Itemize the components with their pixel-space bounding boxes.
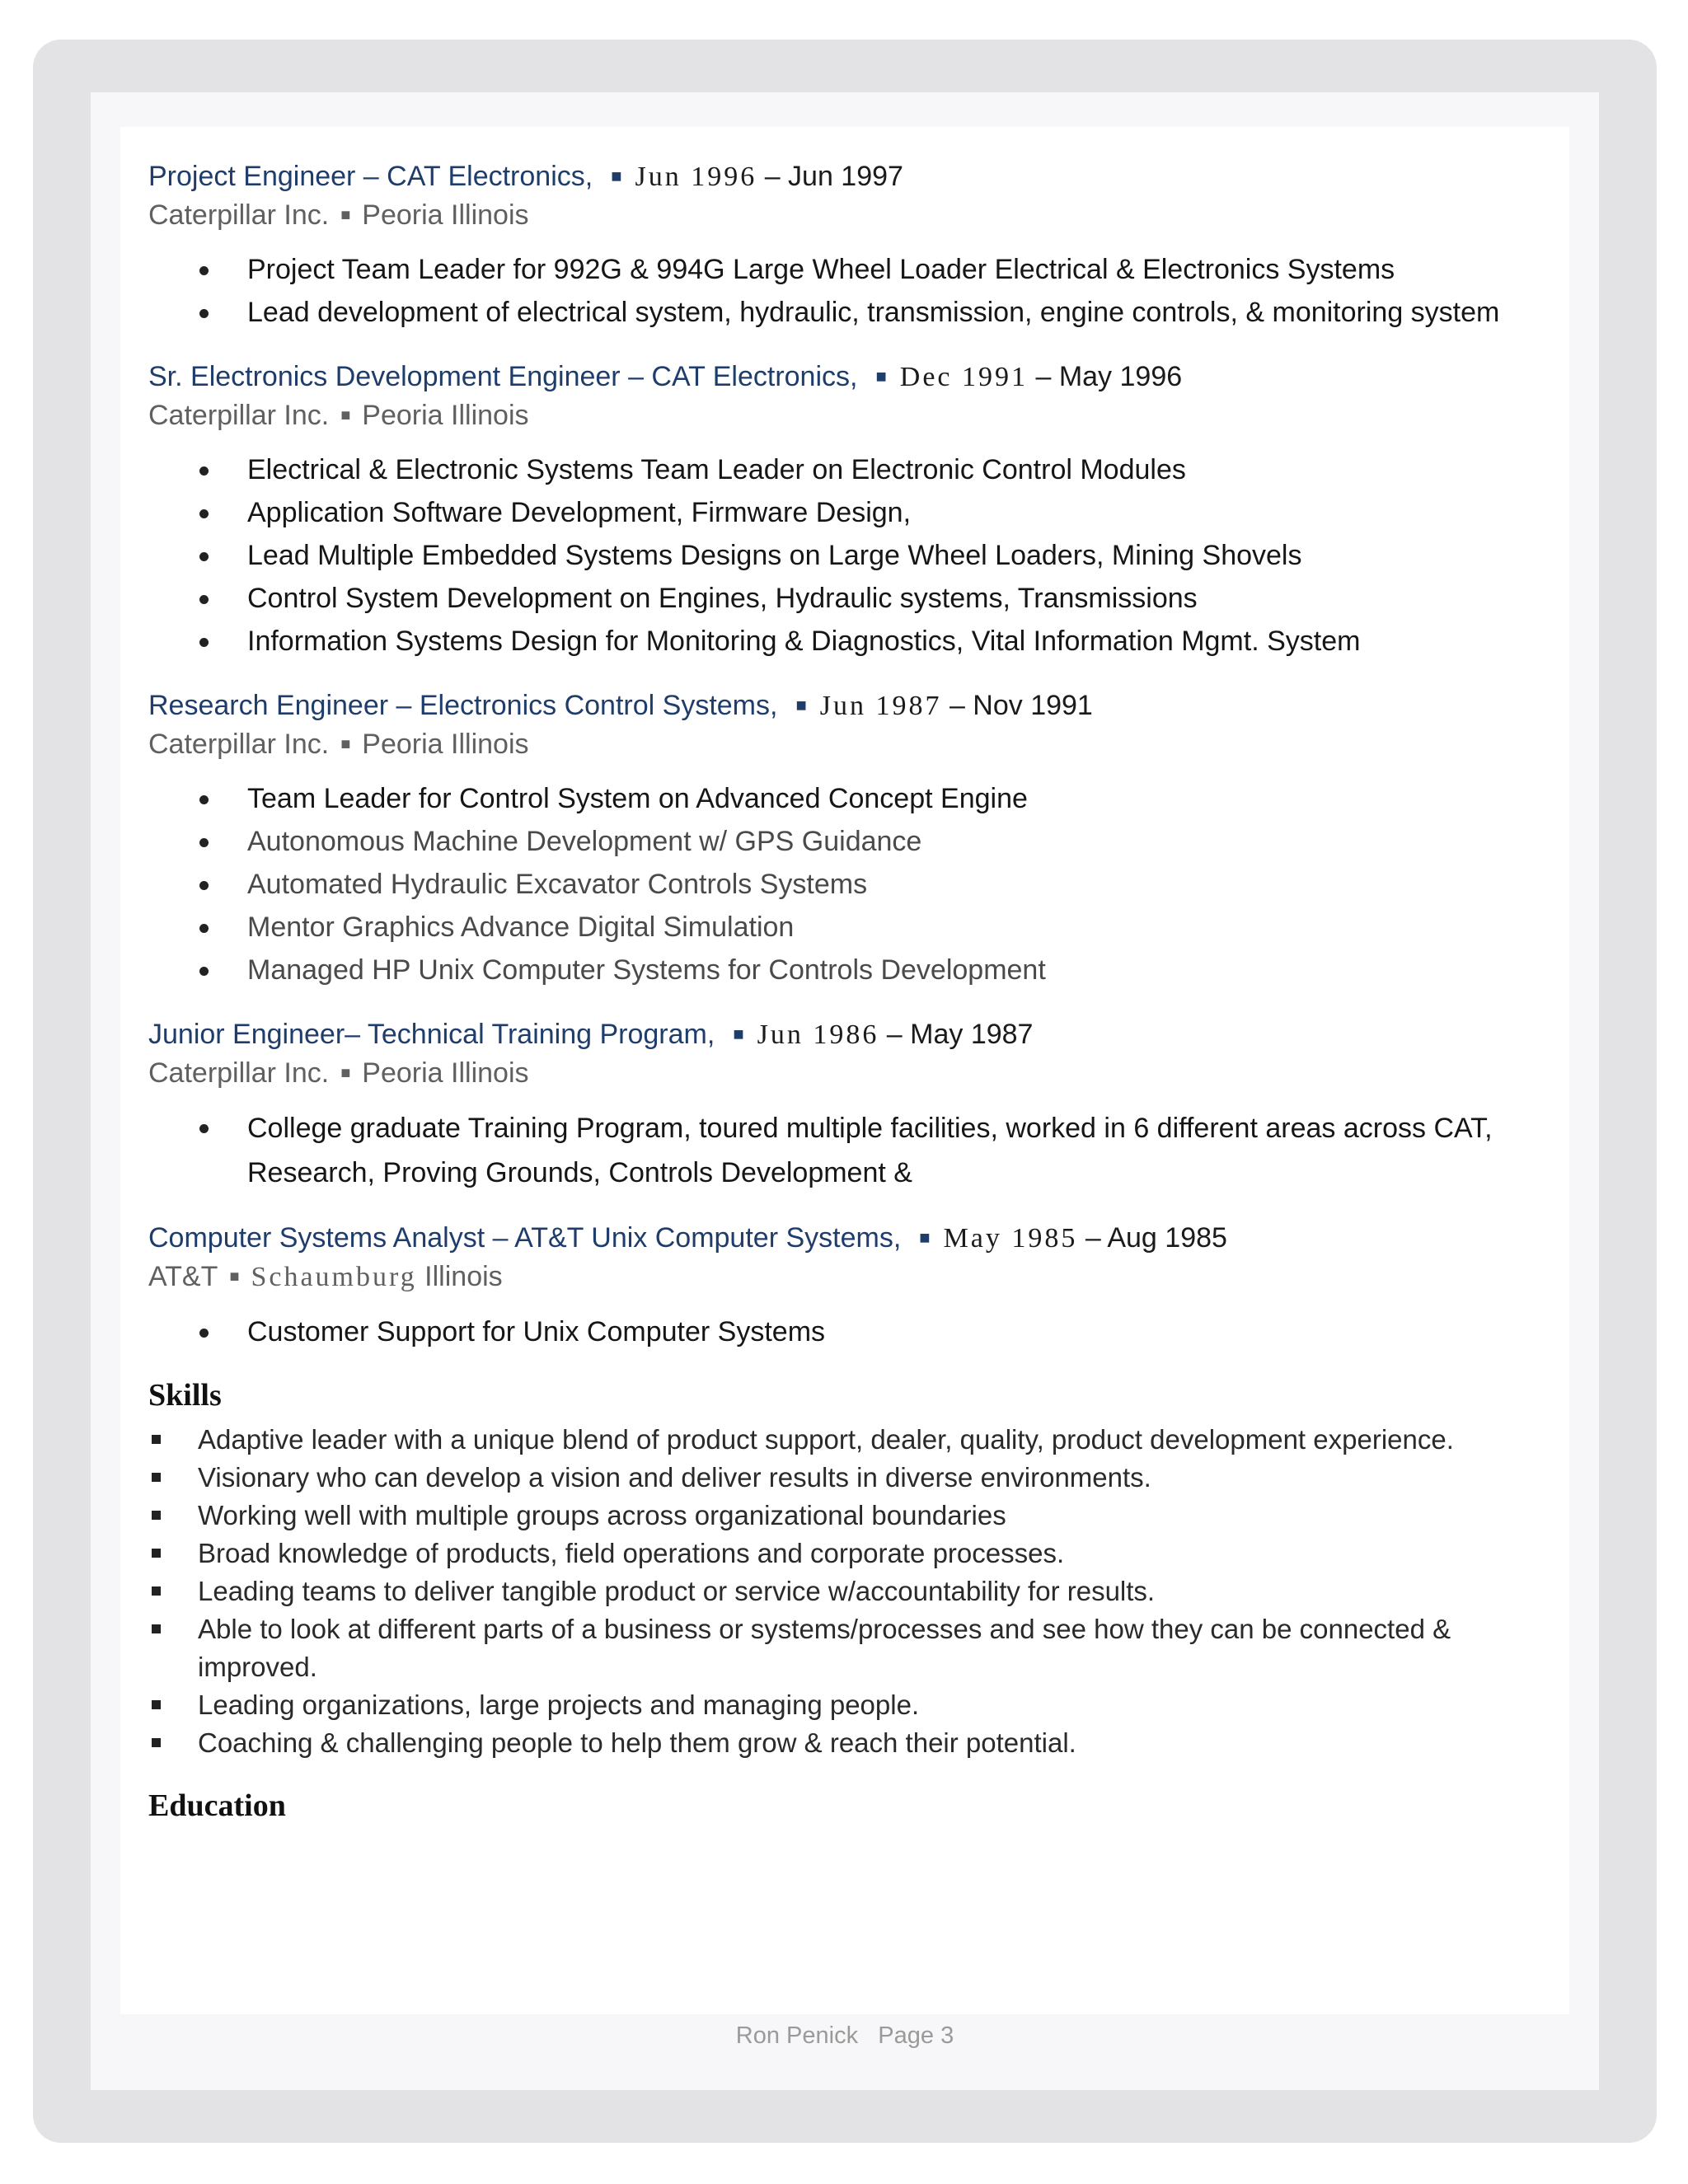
square-bullet-icon: ■ (733, 1024, 744, 1044)
company-line (148, 726, 1550, 762)
job-title-line (148, 686, 1550, 726)
job-end-date: – May 1987 (886, 1019, 1034, 1050)
square-bullet-icon: ■ (875, 366, 887, 387)
job-location: Peoria Illinois (362, 1057, 529, 1089)
job-title: Computer Systems Analyst – AT&T Unix Computer Systems, (148, 1222, 902, 1254)
job-entry (148, 157, 1550, 334)
job-bullet: Lead development of electrical system, hydraulic, transmission, engine controls, & monitoring system (247, 291, 1550, 334)
job-bullets (148, 1106, 1550, 1195)
job-title-line (148, 1218, 1550, 1258)
company-line (148, 197, 1550, 233)
skill-item: Leading teams to deliver tangible product or service w/accountability for results. (198, 1572, 1550, 1610)
company-line (148, 1055, 1550, 1091)
skills-list (148, 1421, 1550, 1762)
job-title: Sr. Electronics Development Engineer – CAT Electronics, (148, 361, 858, 392)
page-frame-inner (91, 92, 1599, 2090)
job-bullet: Control System Development on Engines, Hydraulic systems, Transmissions (247, 577, 1550, 620)
job-bullet: Electrical & Electronic Systems Team Leader on Electronic Control Modules (247, 448, 1550, 491)
square-bullet-icon: ■ (340, 406, 351, 424)
square-bullet-icon: ■ (340, 206, 351, 224)
skill-item: Adaptive leader with a unique blend of product support, dealer, quality, product development experience. (198, 1421, 1550, 1459)
job-bullet: Project Team Leader for 992G & 994G Large Wheel Loader Electrical & Electronics Systems (247, 248, 1550, 291)
company-name: Caterpillar Inc. (148, 1057, 330, 1089)
page-frame (33, 40, 1657, 2143)
job-location: Peoria Illinois (362, 400, 529, 431)
square-bullet-icon: ■ (229, 1268, 240, 1286)
job-bullet: Managed HP Unix Computer Systems for Controls Development (247, 949, 1550, 991)
job-bullet: Lead Multiple Embedded Systems Designs on Large Wheel Loaders, Mining Shovels (247, 534, 1550, 577)
job-title: Project Engineer – CAT Electronics, (148, 161, 593, 192)
resume-content (148, 127, 1550, 1826)
job-entry (148, 1218, 1550, 1353)
skill-item: Working well with multiple groups across organizational boundaries (198, 1497, 1550, 1535)
document-page (120, 127, 1569, 2049)
square-bullet-icon: ■ (340, 1064, 351, 1082)
square-bullet-icon: ■ (340, 735, 351, 753)
skill-item: Able to look at different parts of a business or systems/processes and see how they can be connected & improved. (198, 1610, 1550, 1686)
job-bullet: Application Software Development, Firmware Design, (247, 491, 1550, 534)
skills-heading: Skills (148, 1378, 222, 1413)
job-end-date: – Jun 1997 (764, 161, 903, 192)
company-name: Caterpillar Inc. (148, 400, 330, 431)
job-bullets (148, 448, 1550, 663)
job-end-date: – May 1996 (1035, 361, 1183, 392)
company-name: AT&T (148, 1261, 218, 1292)
page-footer (120, 2022, 1569, 2050)
job-bullets (148, 248, 1550, 334)
skill-item: Coaching & challenging people to help them grow & reach their potential. (198, 1724, 1550, 1762)
job-start-date: Jun 1996 (635, 162, 757, 192)
job-entry (148, 1015, 1550, 1195)
job-entry (148, 686, 1550, 991)
company-line (148, 397, 1550, 434)
job-title-line (148, 1015, 1550, 1055)
job-start-date: Dec 1991 (899, 362, 1029, 392)
job-bullet: Team Leader for Control System on Advanced Concept Engine (247, 777, 1550, 820)
square-bullet-icon: ■ (611, 166, 622, 186)
job-start-date: May 1985 (943, 1223, 1078, 1254)
job-bullet: Information Systems Design for Monitoring & Diagnostics, Vital Information Mgmt. System (247, 620, 1550, 663)
job-title-line (148, 357, 1550, 397)
education-heading: Education (148, 1788, 286, 1823)
job-location: Peoria Illinois (362, 729, 529, 760)
job-entry (148, 357, 1550, 663)
footer-page-number: Page 3 (878, 2022, 954, 2049)
square-bullet-icon: ■ (795, 695, 807, 715)
job-city: Schaumburg (251, 1262, 417, 1292)
job-title-line (148, 157, 1550, 197)
company-name: Caterpillar Inc. (148, 199, 330, 231)
job-bullets (148, 777, 1550, 991)
company-name: Caterpillar Inc. (148, 729, 330, 760)
job-state: Illinois (424, 1261, 503, 1292)
job-location: Peoria Illinois (362, 199, 529, 231)
job-start-date: Jun 1986 (757, 1019, 879, 1050)
job-title: Research Engineer – Electronics Control Systems, (148, 690, 778, 721)
job-bullet: Automated Hydraulic Excavator Controls Systems (247, 863, 1550, 906)
company-line (148, 1258, 1550, 1296)
skill-item: Visionary who can develop a vision and deliver results in diverse environments. (198, 1459, 1550, 1497)
job-title: Junior Engineer– Technical Training Program, (148, 1019, 715, 1050)
job-start-date: Jun 1987 (819, 691, 942, 721)
square-bullet-icon: ■ (919, 1227, 931, 1248)
job-bullets (148, 1310, 1550, 1353)
skill-item: Broad knowledge of products, field operations and corporate processes. (198, 1535, 1550, 1572)
job-bullet: College graduate Training Program, toured multiple facilities, worked in 6 different areas across CAT, Research, Proving Grounds, Controls Development & (247, 1106, 1550, 1195)
job-bullet: Mentor Graphics Advance Digital Simulation (247, 906, 1550, 949)
job-end-date: – Aug 1985 (1085, 1222, 1227, 1254)
job-bullet: Autonomous Machine Development w/ GPS Guidance (247, 820, 1550, 863)
footer-name: Ron Penick (735, 2022, 859, 2049)
job-end-date: – Nov 1991 (949, 690, 1093, 721)
skill-item: Leading organizations, large projects and managing people. (198, 1686, 1550, 1724)
job-bullet: Customer Support for Unix Computer Systems (247, 1310, 1550, 1353)
